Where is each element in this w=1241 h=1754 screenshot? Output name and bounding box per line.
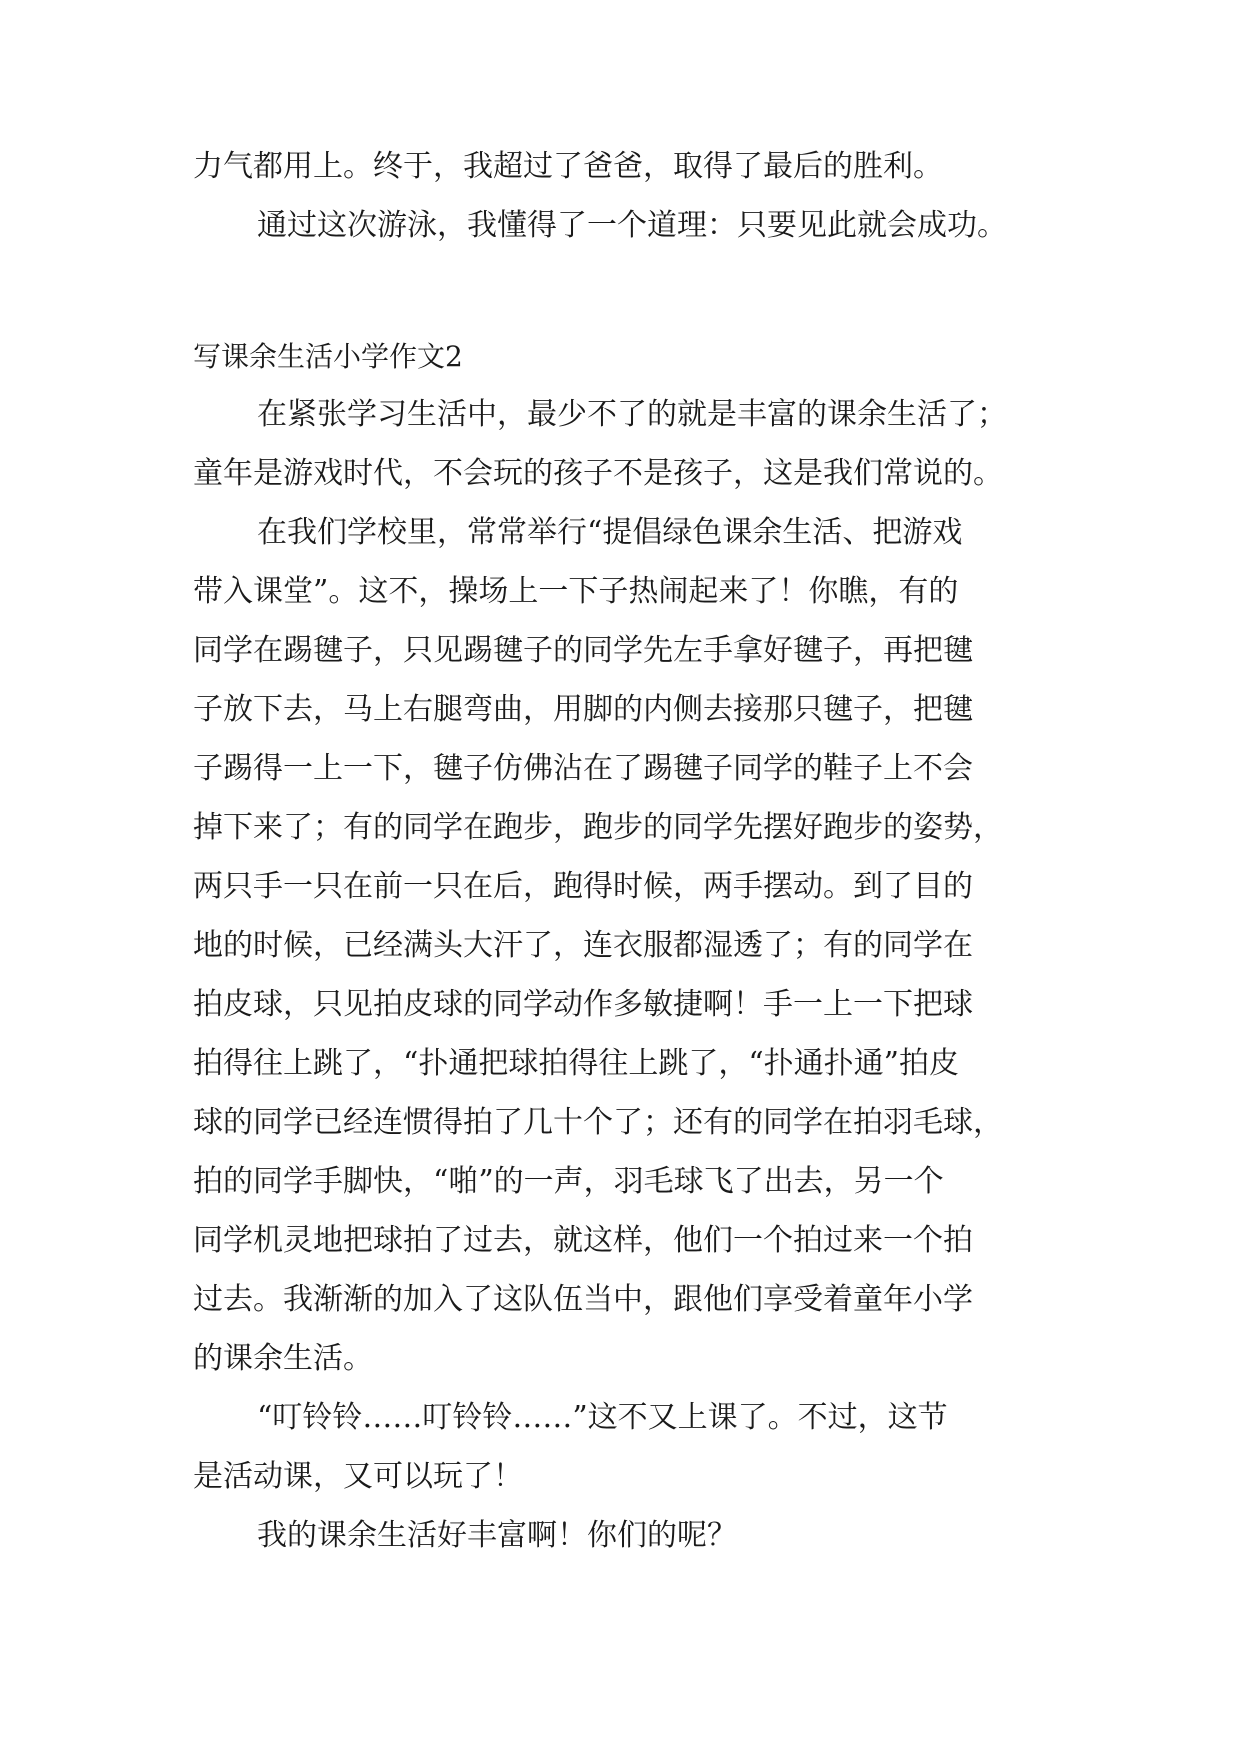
text-line: 同学机灵地把球拍了过去，就这样，他们一个拍过来一个拍: [193, 1223, 973, 1258]
text-line: 两只手一只在前一只在后，跑得时候，两手摆动。到了目的: [193, 869, 973, 904]
text-line: 拍得往上跳了，“扑通把球拍得往上跳了，“扑通扑通”拍皮: [193, 1046, 960, 1081]
text-line: 的课余生活。: [193, 1341, 373, 1376]
text-line: 子放下去，马上右腿弯曲，用脚的内侧去接那只毽子，把毽: [193, 692, 973, 727]
paragraph-first-line: “叮铃铃……叮铃铃……”这不又上课了。不过，这节: [257, 1400, 948, 1435]
text-line: 力气都用上。终于，我超过了爸爸，取得了最后的胜利。: [193, 149, 943, 184]
text-line: 童年是游戏时代，不会玩的孩子不是孩子，这是我们常说的。: [193, 456, 1003, 491]
text-line: 同学在踢毽子，只见踢毽子的同学先左手拿好毽子，再把毽: [193, 633, 973, 668]
text-line: 拍皮球，只见拍皮球的同学动作多敏捷啊！手一上一下把球: [193, 987, 973, 1022]
text-line: 带入课堂”。这不，操场上一下子热闹起来了！你瞧，有的: [193, 574, 959, 609]
text-line: 球的同学已经连惯得拍了几十个了；还有的同学在拍羽毛球，: [193, 1105, 1003, 1140]
text-line: 过去。我渐渐的加入了这队伍当中，跟他们享受着童年小学: [193, 1282, 973, 1317]
paragraph-first-line: 在紧张学习生活中，最少不了的就是丰富的课余生活了；: [257, 397, 1007, 432]
text-line: 掉下来了；有的同学在跑步，跑步的同学先摆好跑步的姿势，: [193, 810, 1003, 845]
text-line: 拍的同学手脚快，“啪”的一声，羽毛球飞了出去，另一个: [193, 1164, 944, 1199]
paragraph-first-line: 通过这次游泳，我懂得了一个道理：只要见此就会成功。: [257, 208, 1007, 243]
section-heading: 写课余生活小学作文2: [193, 340, 463, 373]
paragraph-first-line: 我的课余生活好丰富啊！你们的呢？: [257, 1518, 737, 1553]
text-line: 是活动课，又可以玩了！: [193, 1459, 523, 1494]
paragraph-first-line: 在我们学校里，常常举行“提倡绿色课余生活、把游戏: [257, 515, 963, 550]
text-line: 子踢得一上一下，毽子仿佛沾在了踢毽子同学的鞋子上不会: [193, 751, 973, 786]
text-line: 地的时候，已经满头大汗了，连衣服都湿透了；有的同学在: [193, 928, 973, 963]
